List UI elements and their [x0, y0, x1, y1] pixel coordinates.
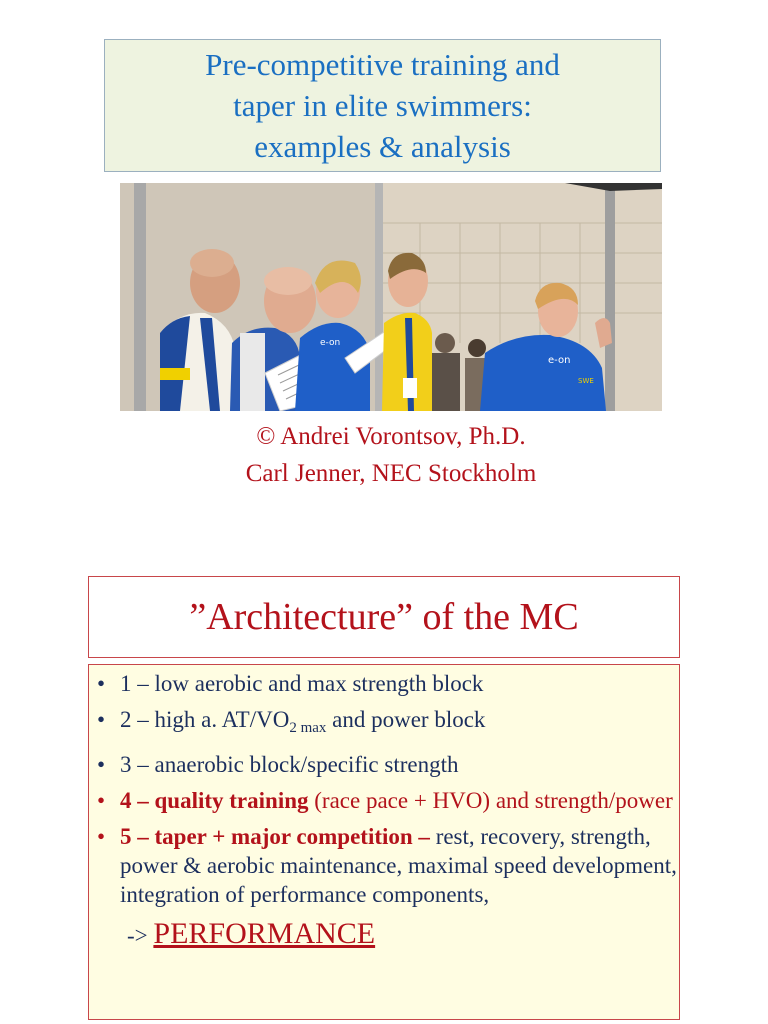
arrow-text: -> — [127, 923, 148, 948]
bullet-4-text-b: ) and strength/power — [482, 788, 673, 813]
bullet-1-text: 1 – low aerobic and max strength block — [120, 671, 484, 696]
bullet-4-hvo: HVO — [432, 788, 483, 813]
bullet-5-text: rest, recovery, strength, power & aerobic maintenance, maximal speed development, integration of performance components, — [120, 824, 677, 907]
shirt-text-1: e-on — [320, 338, 341, 348]
bullet-1 — [89, 669, 679, 698]
bullet-2-subscript: 2 max — [289, 720, 327, 736]
swimmers-photo — [120, 183, 662, 411]
swimmers-photo-illustration — [120, 183, 662, 411]
slide2-content-box — [88, 664, 680, 1020]
shirt-text-2: e-on — [548, 355, 571, 366]
bullet-3 — [89, 750, 679, 779]
bullet-2-text-a: 2 – high a. AT/VO — [120, 707, 290, 732]
slide2-title-box — [88, 576, 680, 658]
bullet-4-text-a: (race pace + — [308, 788, 433, 813]
slide2-title: ”Architecture” of the MC — [189, 596, 579, 638]
credit-line-2: Carl Jenner, NEC Stockholm — [245, 460, 537, 487]
bullet-4 — [89, 786, 679, 815]
slide1-title-line-2: taper in elite swimmers: — [233, 88, 532, 123]
bullet-5 — [89, 822, 679, 909]
slide1-title-line-1: Pre-competitive training and — [205, 47, 560, 82]
shirt-text-3: SWE — [578, 377, 594, 385]
author-credits — [120, 418, 662, 492]
slide1-title-line-3: examples & analysis — [254, 129, 511, 164]
bullet-5-bold: 5 – taper + major competition – — [120, 824, 430, 849]
performance-line — [89, 919, 679, 950]
slide1-title-box — [104, 39, 661, 172]
bullet-2-text-b: and power block — [326, 707, 486, 732]
credit-line-1: © Andrei Vorontsov, Ph.D. — [256, 423, 526, 450]
bullet-2 — [89, 705, 679, 743]
bullet-4-bold: 4 – quality training — [120, 788, 309, 813]
performance-text: PERFORMANCE — [153, 917, 376, 950]
bullet-list — [89, 665, 679, 909]
bullet-3-text: 3 – anaerobic block/specific strength — [120, 752, 459, 777]
